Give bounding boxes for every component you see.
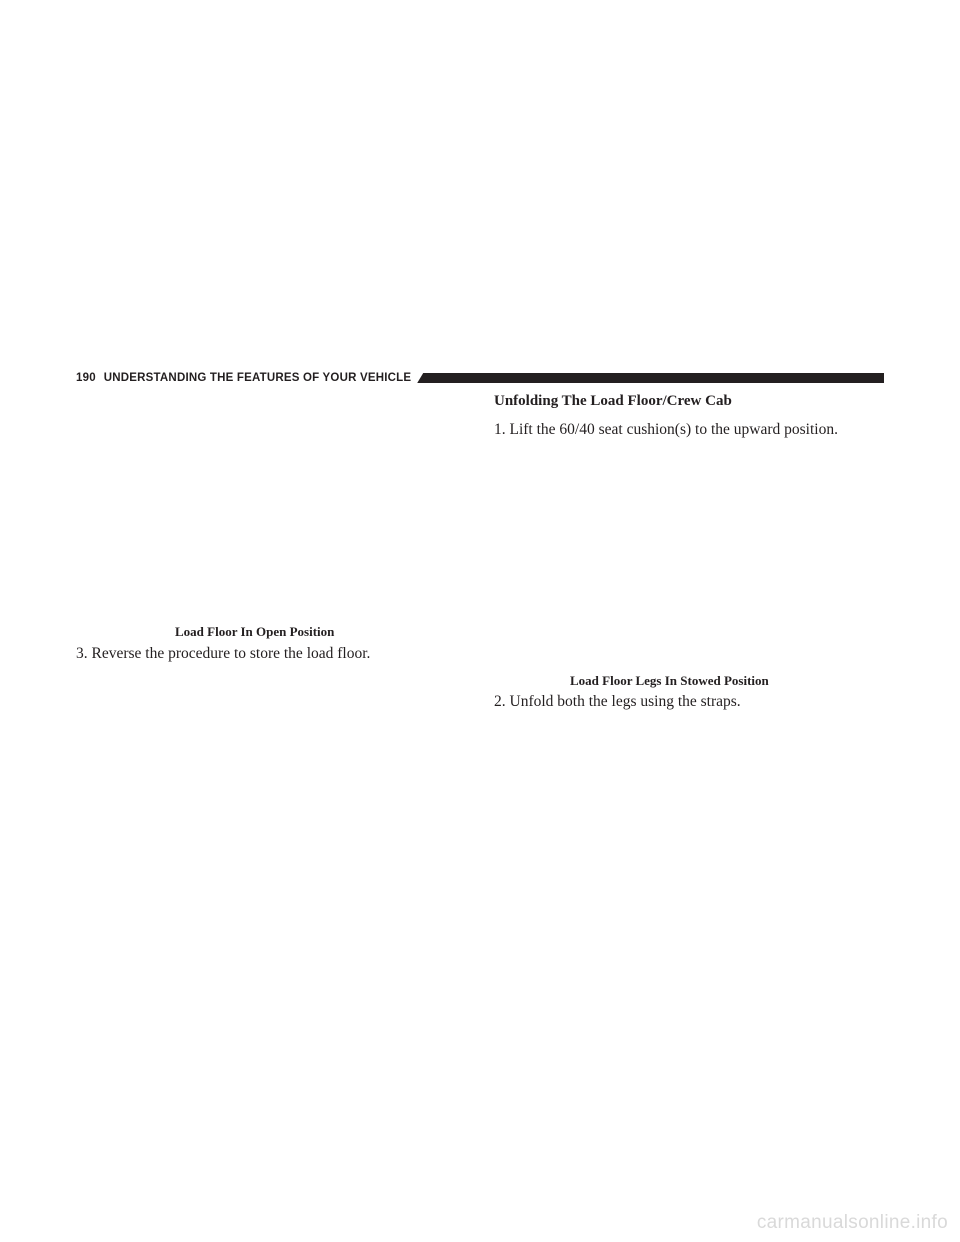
load-floor-legs-stowed-figure — [494, 448, 884, 666]
watermark: carmanualsonline.info — [756, 1212, 948, 1233]
step-2-text: 2. Unfold both the legs using the straps. — [494, 693, 741, 710]
left-figure-caption: Load Floor In Open Position — [175, 624, 335, 639]
section-heading: Unfolding The Load Floor/Crew Cab — [494, 393, 732, 409]
header-rule — [417, 373, 884, 383]
chapter-title: UNDERSTANDING THE FEATURES OF YOUR VEHICLE — [103, 372, 412, 384]
page-number: 190 — [76, 372, 96, 384]
page-header — [76, 370, 884, 386]
step-3-text: 3. Reverse the procedure to store the load floor. — [76, 645, 371, 662]
right-figure-caption: Load Floor Legs In Stowed Position — [570, 673, 769, 688]
step-1-text: 1. Lift the 60/40 seat cushion(s) to the upward position. — [494, 421, 838, 438]
load-floor-open-figure — [76, 400, 460, 618]
